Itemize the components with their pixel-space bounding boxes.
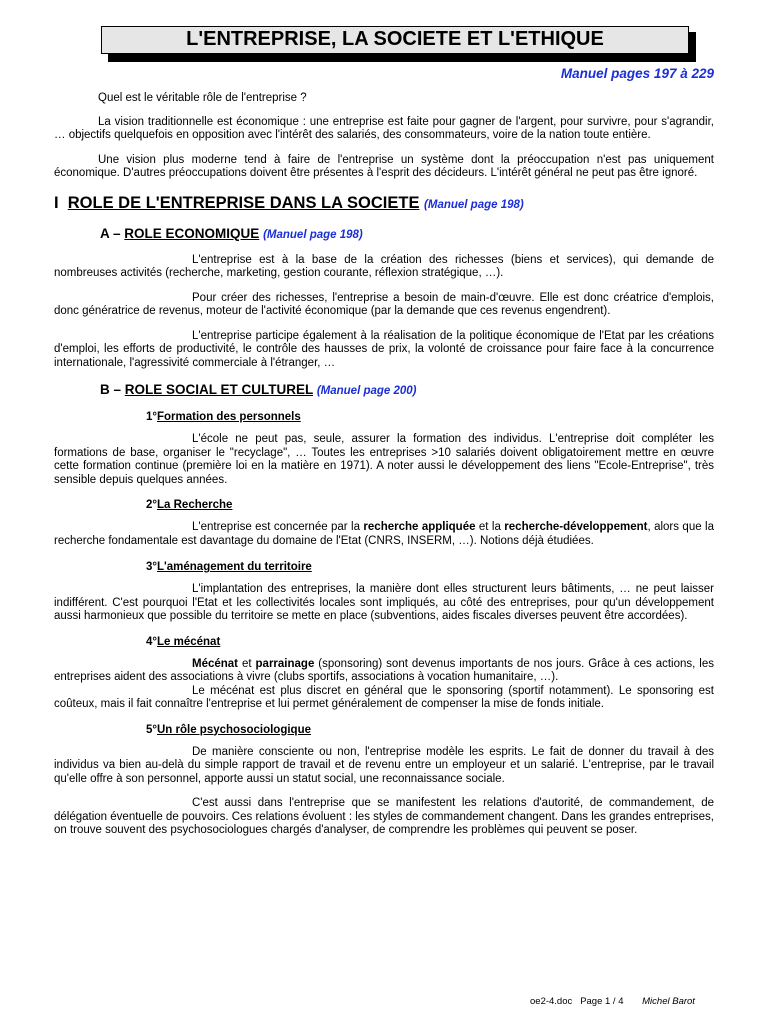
bold-term: parrainage bbox=[255, 657, 315, 670]
subsection-1-title: Formation des personnels bbox=[157, 411, 301, 423]
section-b-heading bbox=[100, 381, 714, 400]
bold-term: recherche-développement bbox=[504, 521, 648, 533]
page-title: L'ENTREPRISE, LA SOCIETE ET L'ETHIQUE bbox=[101, 26, 689, 54]
subsection-4-title: Le mécénat bbox=[157, 635, 221, 648]
subsection-3-title: L'aménagement du territoire bbox=[157, 561, 312, 573]
section-a-title: ROLE ECONOMIQUE bbox=[124, 225, 260, 241]
subsection-1-heading bbox=[146, 410, 714, 424]
subsection-3-number: 3° bbox=[146, 561, 157, 573]
section-b-prefix: B – bbox=[100, 382, 122, 397]
subsection-4-heading bbox=[146, 635, 714, 649]
subsection-5-number: 5° bbox=[146, 723, 157, 736]
subsection-5-heading bbox=[146, 723, 714, 737]
section-1-number: I bbox=[54, 193, 59, 212]
section-a-heading bbox=[100, 225, 714, 244]
subsection-3-heading bbox=[146, 560, 714, 574]
footer-page-number: Page 1 / 4 bbox=[580, 996, 624, 1007]
footer-filename: oe2-4.doc bbox=[530, 996, 573, 1007]
footer-author: Michel Barot bbox=[642, 996, 695, 1007]
section-1-heading bbox=[54, 193, 714, 215]
subsection-4-paragraph-2: Le mécénat est plus discret en général que le sponsoring (sportif notamment). Le sponsoring est coûteux, mais il fait connaître l'entreprise et lui permet généralement de compenser la mise de fonds initiale. bbox=[54, 684, 714, 710]
intro-paragraph-2: Une vision plus moderne tend à faire de l'entreprise un système dont la préoccupation n'est pas uniquement économique. D'autres préoccupations doivent être présentes à l'esprit des décideurs. L'intérêt général ne peut pas être ignoré. bbox=[54, 153, 714, 179]
section-a-paragraph-1: L'entreprise est à la base de la création des richesses (biens et services), qui demande de nombreuses activités (recherche, marketing, gestion courante, réflexion stratégique, …). bbox=[54, 253, 714, 279]
subsection-4-paragraph-1 bbox=[54, 658, 714, 685]
section-a-paragraph-3: L'entreprise participe également à la réalisation de la politique économique de l'Etat par les créations d'emploi, les efforts de productivité, le contrôle des hausses de prix, la volonté de croissance pour faire face à la concurrence internationale, l'agressivité commerciale à l'étranger, … bbox=[54, 329, 714, 369]
text-run: L'entreprise est concernée par la bbox=[192, 521, 364, 533]
document-body bbox=[54, 92, 714, 838]
bold-term: Mécénat bbox=[192, 657, 239, 670]
section-b-title: ROLE SOCIAL ET CULTUREL bbox=[124, 382, 314, 397]
subsection-2-number: 2° bbox=[146, 499, 157, 511]
section-a-paragraph-2: Pour créer des richesses, l'entreprise a besoin de main-d'œuvre. Elle est donc créatrice d'emplois, donc génératrice de revenus, moteur de l'activité économique (par la demande que ces revenus engendrent). bbox=[54, 291, 714, 317]
section-a-reference: (Manuel page 198) bbox=[263, 228, 363, 241]
text-run: (sponsoring) sont devenus importants de nos jours. Grâce à ces actions, les entreprises aident des associations à vivre (clubs sportifs, associations à vocation humanitaire, …). bbox=[54, 657, 714, 683]
subsection-2-title: La Recherche bbox=[157, 499, 233, 511]
text-run: et bbox=[238, 657, 256, 670]
page-footer bbox=[530, 996, 695, 1007]
manual-reference: Manuel pages 197 à 229 bbox=[560, 66, 714, 81]
section-b-reference: (Manuel page 200) bbox=[316, 385, 417, 397]
subsection-2-heading bbox=[146, 498, 714, 512]
bold-term: recherche appliquée bbox=[363, 521, 476, 533]
subsection-1-paragraph: L'école ne peut pas, seule, assurer la formation des individus. L'entreprise doit compléter les formations de base, organiser le "recyclage", … Toutes les entreprises >10 salariés doivent obligatoirement mettre en œuvre cette formation continue (première loi en la matière en 1971). A noter aussi le développement des liens "Ecole-Entreprise", très sensible depuis quelques années. bbox=[54, 433, 714, 486]
text-run: , alors que la recherche fondamentale est davantage du domaine de l'Etat (CNRS, INSERM, …). Notions déjà étudiées. bbox=[54, 521, 714, 547]
subsection-3-paragraph: L'implantation des entreprises, la manière dont elles structurent leurs bâtiments, … ne peut laisser indifférent. C'est pourquoi l'Etat et les collectivités locales sont impliqués, au côté des entreprises, pour qu'un développement aussi harmonieux que possible du territoire se mette en place (subventions, aides fiscales diverses peuvent être accordées). bbox=[54, 583, 714, 622]
section-a-prefix: A – bbox=[100, 225, 121, 241]
subsection-5-paragraph-1: De manière consciente ou non, l'entreprise modèle les esprits. Le fait de donner du travail à des individus va bien au-delà du simple rapport de travail et de revenu entre un employeur et un salarié. L'entreprise, par le travail qu'elle offre à son personnel, apporte aussi un statut social, une reconnaissance sociale. bbox=[54, 745, 714, 785]
section-1-reference: (Manuel page 198) bbox=[424, 198, 524, 211]
subsection-5-title: Un rôle psychosociologique bbox=[157, 723, 311, 736]
intro-question: Quel est le véritable rôle de l'entreprise ? bbox=[98, 92, 307, 104]
subsection-5-paragraph-2: C'est aussi dans l'entreprise que se manifestent les relations d'autorité, de commandement, de délégation éventuelle de pouvoirs. Ces relations évoluent : les styles de commandement changent. Dans les grandes entreprises, on trouve souvent des psychosociologues chargés d'analyser, de comprendre les problèmes qui peuvent se poser. bbox=[54, 797, 714, 836]
subsection-1-number: 1° bbox=[146, 411, 157, 423]
intro-paragraph-1: La vision traditionnelle est économique : une entreprise est faite pour gagner de l'argent, pour survivre, pour s'agrandir, … objectifs quelquefois en opposition avec l'intérêt des salariés, des consommateurs, voire de la nation toute entière. bbox=[54, 115, 714, 141]
text-run: et la bbox=[475, 521, 505, 533]
subsection-2-paragraph bbox=[54, 521, 714, 548]
section-1-title: ROLE DE L'ENTREPRISE DANS LA SOCIETE bbox=[67, 193, 420, 212]
subsection-4-number: 4° bbox=[146, 635, 157, 648]
